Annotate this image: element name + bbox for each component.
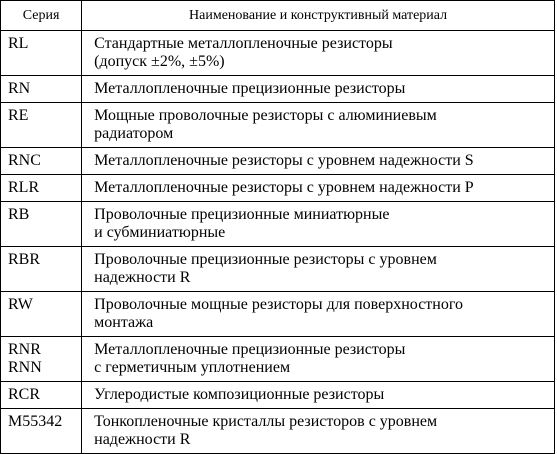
description-line: надежности R (94, 269, 191, 286)
description-cell (82, 148, 555, 175)
description-cell (82, 247, 555, 292)
description-line: Стандартные металлопленочные резисторы (94, 35, 393, 52)
description-line: Проволочные мощные резисторы для поверхностного (94, 296, 464, 313)
description-line: Металлопленочные прецизионные резисторы (94, 341, 406, 358)
description-line: Проволочные прецизионные резисторы с уровнем (94, 251, 437, 268)
series-cell: RW (1, 292, 82, 337)
table-row (1, 175, 555, 202)
description-line: Углеродистые композиционные резисторы (94, 386, 385, 403)
series-cell: RCR (1, 382, 82, 409)
table-row (1, 337, 555, 382)
description-line: Проволочные прецизионные миниатюрные (94, 206, 390, 223)
description-cell (82, 76, 555, 103)
table-row (1, 31, 555, 76)
table-row (1, 409, 555, 454)
header-name-material: Наименование и конструктивный материал (82, 1, 555, 31)
description-line: Металлопленочные прецизионные резисторы (94, 80, 406, 97)
description-cell (82, 202, 555, 247)
description-cell (82, 292, 555, 337)
series-cell: RNR RNN (1, 337, 82, 382)
description-line: надежности R (94, 431, 191, 448)
series-cell: RLR (1, 175, 82, 202)
table-row (1, 103, 555, 148)
description-line: Металлопленочные резисторы с уровнем надежности P (94, 179, 474, 196)
description-cell (82, 409, 555, 454)
description-line: Тонкопленочные кристаллы резисторов с уровнем (94, 413, 438, 430)
description-line: и субминиатюрные (94, 224, 226, 241)
description-line: монтажа (94, 314, 154, 331)
table-row (1, 292, 555, 337)
description-cell (82, 103, 555, 148)
series-cell: RB (1, 202, 82, 247)
table-row (1, 202, 555, 247)
series-cell: RBR (1, 247, 82, 292)
table-row (1, 382, 555, 409)
description-line: Металлопленочные резисторы с уровнем надежности S (94, 152, 474, 169)
description-cell (82, 31, 555, 76)
description-cell (82, 382, 555, 409)
table-row (1, 148, 555, 175)
table-header-row (1, 1, 555, 31)
description-line: радиатором (94, 125, 174, 142)
series-cell: RN (1, 76, 82, 103)
header-series: Серия (1, 1, 82, 31)
table-row (1, 76, 555, 103)
table-row (1, 247, 555, 292)
description-line: Мощные проволочные резисторы с алюминиевым (94, 107, 437, 124)
description-line: (допуск ±2%, ±5%) (94, 53, 225, 70)
series-cell: RL (1, 31, 82, 76)
series-cell: RNC (1, 148, 82, 175)
description-cell (82, 337, 555, 382)
series-cell: RE (1, 103, 82, 148)
series-cell: M55342 (1, 409, 82, 454)
description-cell (82, 175, 555, 202)
table-body (1, 31, 555, 454)
description-line: с герметичным уплотнением (94, 359, 291, 376)
